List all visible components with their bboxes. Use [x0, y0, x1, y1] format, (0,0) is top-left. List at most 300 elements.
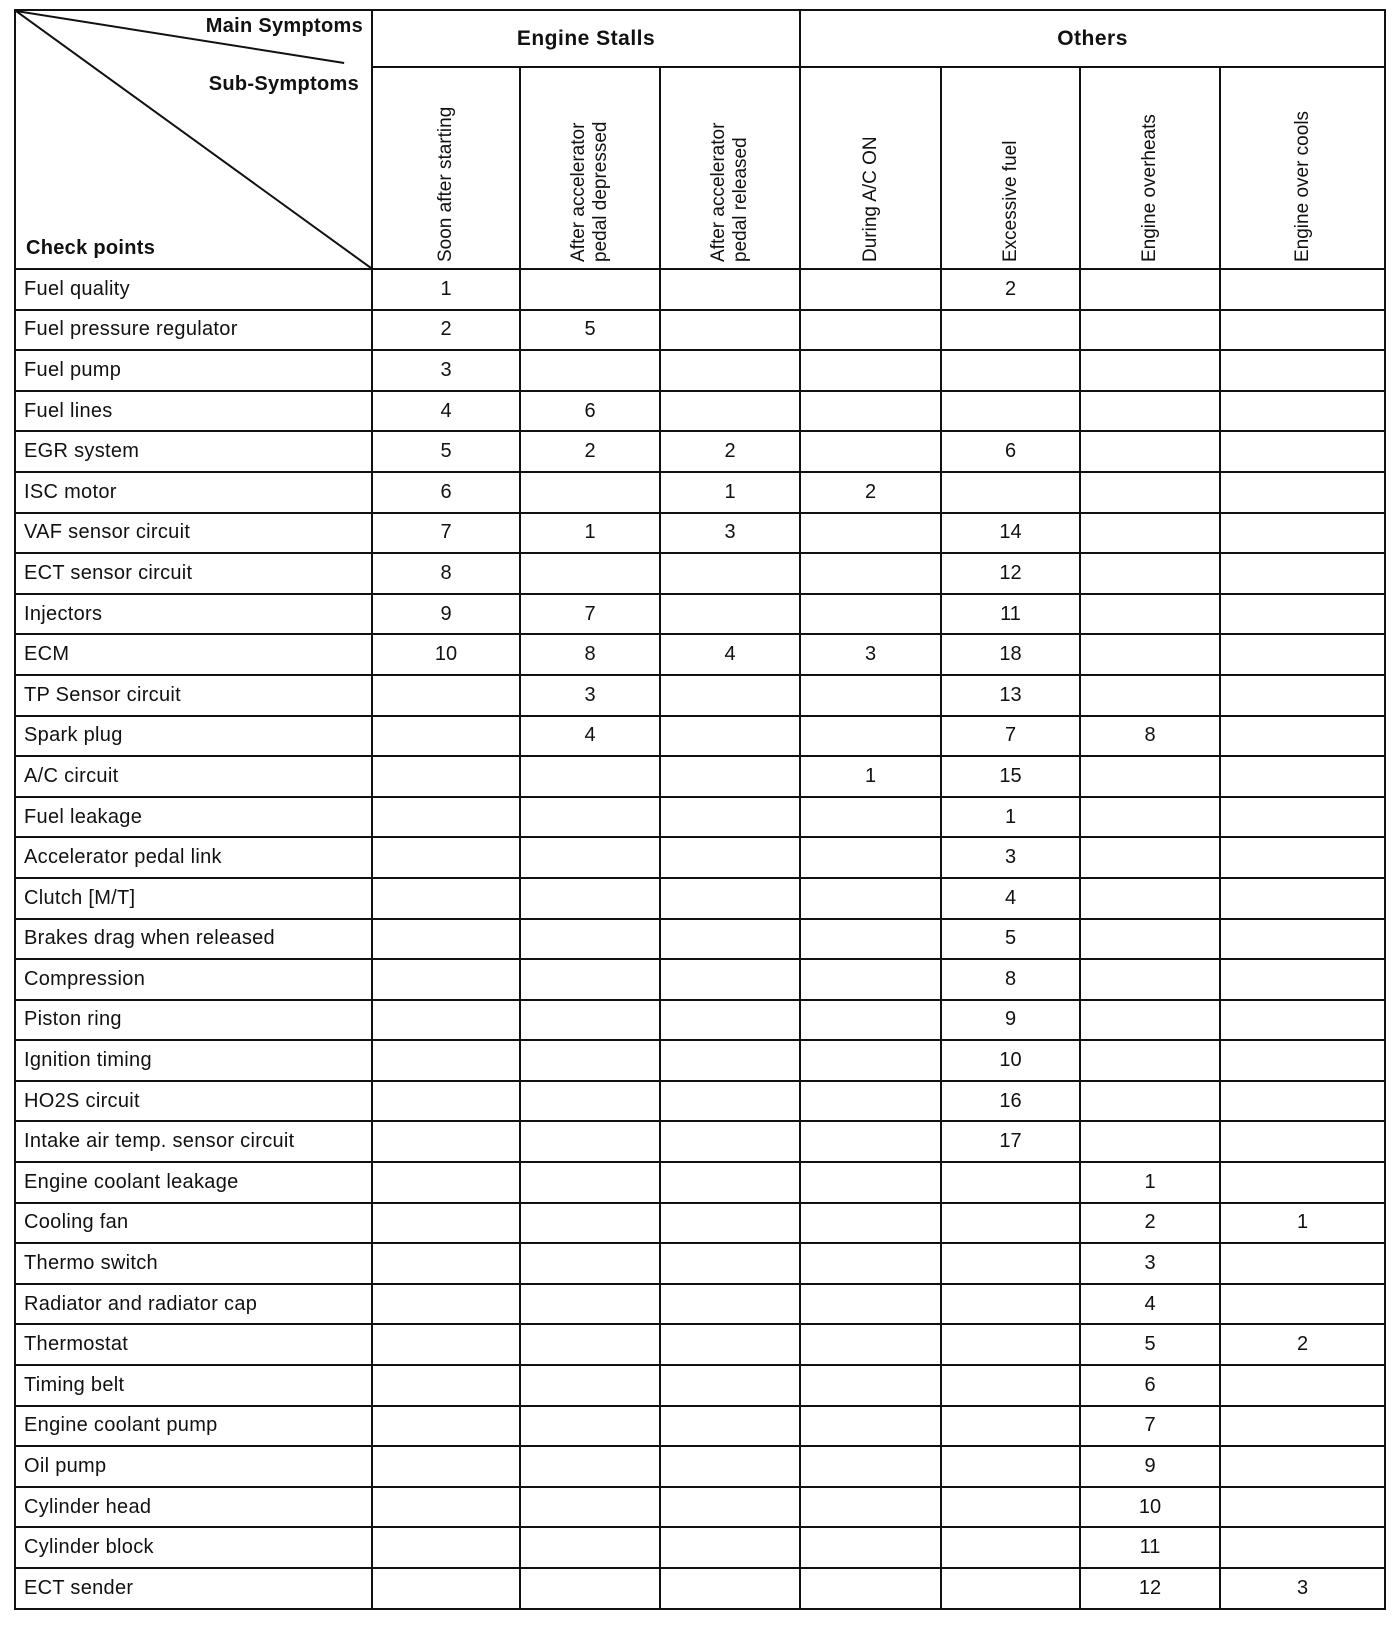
priority-cell: 7 [941, 716, 1080, 757]
sub-symptom-header-after-accelerator-pedal-depressed [520, 67, 660, 269]
priority-cell [1080, 919, 1220, 960]
priority-cell [520, 1446, 660, 1487]
sub-symptom-label-wrap [373, 76, 519, 268]
priority-cell [520, 1568, 660, 1609]
priority-cell [1220, 310, 1385, 351]
table-row [15, 1040, 1385, 1081]
priority-cell [372, 1000, 520, 1041]
priority-cell: 9 [372, 594, 520, 635]
priority-cell [372, 1284, 520, 1325]
priority-cell [1220, 472, 1385, 513]
sub-symptom-label-line: During A/C ON [859, 136, 881, 262]
priority-cell: 9 [941, 1000, 1080, 1041]
priority-cell [520, 269, 660, 310]
sub-symptom-header-during-a-c-on [800, 67, 941, 269]
priority-cell: 1 [520, 513, 660, 554]
check-point-cell: Brakes drag when released [15, 919, 372, 960]
table-row [15, 1243, 1385, 1284]
priority-cell [1080, 1081, 1220, 1122]
priority-cell: 12 [1080, 1568, 1220, 1609]
sub-symptom-label [1292, 72, 1314, 262]
priority-cell [520, 1365, 660, 1406]
table-row [15, 756, 1385, 797]
priority-cell: 4 [520, 716, 660, 757]
priority-cell: 8 [941, 959, 1080, 1000]
priority-cell [1080, 1121, 1220, 1162]
sub-symptom-header-engine-overheats [1080, 67, 1220, 269]
priority-cell: 5 [520, 310, 660, 351]
table-row [15, 594, 1385, 635]
table-row [15, 1203, 1385, 1244]
priority-cell [660, 1000, 800, 1041]
priority-cell [800, 1081, 941, 1122]
priority-cell: 6 [941, 431, 1080, 472]
priority-cell: 1 [941, 797, 1080, 838]
priority-cell [660, 1203, 800, 1244]
priority-cell: 3 [372, 350, 520, 391]
priority-cell: 10 [1080, 1487, 1220, 1528]
priority-cell [1080, 959, 1220, 1000]
check-point-cell: TP Sensor circuit [15, 675, 372, 716]
sub-symptom-header-engine-over-cools [1220, 67, 1385, 269]
priority-cell [372, 1162, 520, 1203]
priority-cell: 7 [520, 594, 660, 635]
priority-cell: 10 [372, 634, 520, 675]
priority-cell [1220, 634, 1385, 675]
check-point-cell: Injectors [15, 594, 372, 635]
priority-cell [660, 797, 800, 838]
priority-cell [941, 1203, 1080, 1244]
priority-cell [372, 797, 520, 838]
priority-cell [1220, 1121, 1385, 1162]
priority-cell [941, 1162, 1080, 1203]
priority-cell [660, 1121, 800, 1162]
priority-cell: 11 [941, 594, 1080, 635]
priority-cell: 17 [941, 1121, 1080, 1162]
table-row [15, 716, 1385, 757]
priority-cell: 4 [372, 391, 520, 432]
priority-cell [520, 1121, 660, 1162]
priority-cell: 2 [800, 472, 941, 513]
check-point-cell: Fuel pressure regulator [15, 310, 372, 351]
priority-cell [372, 1487, 520, 1528]
priority-cell [660, 1487, 800, 1528]
priority-cell [800, 675, 941, 716]
priority-cell: 4 [660, 634, 800, 675]
priority-cell [1080, 472, 1220, 513]
priority-cell [520, 797, 660, 838]
check-point-cell: Oil pump [15, 1446, 372, 1487]
priority-cell [1080, 594, 1220, 635]
priority-cell [660, 1040, 800, 1081]
priority-cell [941, 472, 1080, 513]
sub-symptom-header-after-accelerator-pedal-released [660, 67, 800, 269]
priority-cell [660, 675, 800, 716]
priority-cell [1220, 269, 1385, 310]
priority-cell [1080, 431, 1220, 472]
priority-cell [1220, 1487, 1385, 1528]
priority-cell [1220, 1081, 1385, 1122]
priority-cell [800, 1446, 941, 1487]
priority-cell: 1 [660, 472, 800, 513]
priority-cell [800, 553, 941, 594]
table-row [15, 1284, 1385, 1325]
priority-cell [520, 1284, 660, 1325]
priority-cell [1080, 513, 1220, 554]
priority-cell [372, 1243, 520, 1284]
priority-cell [941, 1568, 1080, 1609]
priority-cell [520, 1487, 660, 1528]
priority-cell [1220, 675, 1385, 716]
priority-cell [941, 310, 1080, 351]
priority-cell [800, 1243, 941, 1284]
sub-symptom-label-wrap [801, 76, 940, 268]
sub-symptom-label-line: pedal depressed [590, 121, 611, 262]
table-row [15, 391, 1385, 432]
priority-cell: 3 [660, 513, 800, 554]
priority-cell: 12 [941, 553, 1080, 594]
sub-symptom-label [1000, 72, 1022, 262]
table-row [15, 797, 1385, 838]
check-point-cell: Thermostat [15, 1324, 372, 1365]
priority-cell [372, 1527, 520, 1568]
priority-cell [1220, 513, 1385, 554]
priority-cell [660, 1568, 800, 1609]
priority-cell [800, 1121, 941, 1162]
table-row [15, 837, 1385, 878]
priority-cell [800, 919, 941, 960]
priority-cell [520, 1243, 660, 1284]
check-point-cell: Engine coolant pump [15, 1406, 372, 1447]
priority-cell [800, 797, 941, 838]
check-point-cell: Ignition timing [15, 1040, 372, 1081]
priority-cell: 3 [1220, 1568, 1385, 1609]
priority-cell: 7 [1080, 1406, 1220, 1447]
priority-cell: 5 [941, 919, 1080, 960]
priority-cell [660, 1284, 800, 1325]
priority-cell [520, 1203, 660, 1244]
priority-cell [660, 553, 800, 594]
sub-symptom-label-line: Soon after starting [435, 106, 456, 262]
priority-cell: 9 [1080, 1446, 1220, 1487]
priority-cell [1220, 431, 1385, 472]
priority-cell [372, 1406, 520, 1447]
priority-cell: 16 [941, 1081, 1080, 1122]
priority-cell [941, 391, 1080, 432]
priority-cell [520, 553, 660, 594]
priority-cell [1220, 391, 1385, 432]
priority-cell: 14 [941, 513, 1080, 554]
priority-cell [520, 837, 660, 878]
check-point-cell: VAF sensor circuit [15, 513, 372, 554]
priority-cell [1080, 634, 1220, 675]
priority-cell [1220, 350, 1385, 391]
priority-cell [1220, 1243, 1385, 1284]
priority-cell [520, 1040, 660, 1081]
priority-cell: 11 [1080, 1527, 1220, 1568]
check-point-cell: Fuel pump [15, 350, 372, 391]
priority-cell [1220, 1446, 1385, 1487]
check-point-cell: Spark plug [15, 716, 372, 757]
table-row [15, 553, 1385, 594]
priority-cell [660, 310, 800, 351]
sub-symptom-label-line: Excessive fuel [999, 140, 1021, 262]
priority-cell [660, 269, 800, 310]
priority-cell [941, 1284, 1080, 1325]
priority-cell: 13 [941, 675, 1080, 716]
table-row [15, 1365, 1385, 1406]
priority-cell: 3 [941, 837, 1080, 878]
priority-cell [660, 1081, 800, 1122]
priority-cell [941, 1487, 1080, 1528]
priority-cell [1220, 594, 1385, 635]
table-row [15, 513, 1385, 554]
priority-cell: 5 [1080, 1324, 1220, 1365]
check-point-cell: Engine coolant leakage [15, 1162, 372, 1203]
check-point-cell: ECT sensor circuit [15, 553, 372, 594]
sub-symptom-label-wrap [1221, 76, 1384, 268]
priority-cell [800, 959, 941, 1000]
priority-cell [660, 878, 800, 919]
sub-symptom-label-wrap [1081, 76, 1219, 268]
priority-cell: 10 [941, 1040, 1080, 1081]
sub-symptom-label [568, 72, 612, 262]
priority-cell [520, 1324, 660, 1365]
table-row [15, 1527, 1385, 1568]
priority-cell [1220, 1365, 1385, 1406]
priority-cell [1220, 1162, 1385, 1203]
priority-cell: 2 [1080, 1203, 1220, 1244]
sub-symptom-header-soon-after-starting [372, 67, 520, 269]
table-row [15, 310, 1385, 351]
check-point-cell: EGR system [15, 431, 372, 472]
priority-cell: 1 [800, 756, 941, 797]
priority-cell [660, 1324, 800, 1365]
sub-symptom-label [708, 72, 752, 262]
priority-cell [1220, 919, 1385, 960]
priority-cell [1220, 1040, 1385, 1081]
table-row [15, 675, 1385, 716]
check-point-cell: HO2S circuit [15, 1081, 372, 1122]
table-row [15, 1000, 1385, 1041]
priority-cell [660, 1243, 800, 1284]
priority-cell [800, 878, 941, 919]
priority-cell [941, 1243, 1080, 1284]
priority-cell: 3 [1080, 1243, 1220, 1284]
priority-cell [660, 594, 800, 635]
check-point-cell: Cylinder head [15, 1487, 372, 1528]
symptom-check-chart [14, 9, 1384, 1610]
priority-cell [520, 959, 660, 1000]
priority-cell [372, 959, 520, 1000]
sub-symptoms-label: Sub-Symptoms [208, 73, 359, 95]
check-point-cell: Accelerator pedal link [15, 837, 372, 878]
priority-cell [372, 1081, 520, 1122]
priority-cell [941, 350, 1080, 391]
priority-cell [1080, 837, 1220, 878]
priority-cell: 4 [1080, 1284, 1220, 1325]
priority-cell [372, 675, 520, 716]
corner-diagonal-lines [16, 11, 371, 268]
priority-cell [372, 1568, 520, 1609]
check-point-cell: Timing belt [15, 1365, 372, 1406]
priority-cell [1220, 1406, 1385, 1447]
check-point-cell: Cooling fan [15, 1203, 372, 1244]
priority-cell: 5 [372, 431, 520, 472]
check-point-cell: A/C circuit [15, 756, 372, 797]
priority-cell: 1 [1220, 1203, 1385, 1244]
priority-cell: 1 [1080, 1162, 1220, 1203]
priority-cell [1080, 878, 1220, 919]
priority-cell [1080, 1040, 1220, 1081]
table-row [15, 634, 1385, 675]
table-row [15, 472, 1385, 513]
troubleshooting-table [14, 9, 1386, 1610]
priority-cell [372, 837, 520, 878]
priority-cell [800, 1365, 941, 1406]
priority-cell [520, 1000, 660, 1041]
priority-cell [1220, 959, 1385, 1000]
priority-cell [800, 1162, 941, 1203]
priority-cell [800, 594, 941, 635]
priority-cell [1220, 797, 1385, 838]
priority-cell [660, 837, 800, 878]
priority-cell [1080, 350, 1220, 391]
priority-cell [520, 1527, 660, 1568]
priority-cell [800, 1568, 941, 1609]
priority-cell [372, 1040, 520, 1081]
priority-cell [660, 391, 800, 432]
priority-cell [800, 269, 941, 310]
main-symptoms-row [15, 10, 1385, 67]
table-row [15, 919, 1385, 960]
sub-symptom-label-line: After accelerator [708, 122, 730, 262]
priority-cell [372, 1324, 520, 1365]
priority-cell [800, 1040, 941, 1081]
table-row [15, 959, 1385, 1000]
sub-symptom-label [1139, 72, 1161, 262]
check-point-cell: Intake air temp. sensor circuit [15, 1121, 372, 1162]
priority-cell [941, 1527, 1080, 1568]
table-row [15, 431, 1385, 472]
table-row [15, 1406, 1385, 1447]
priority-cell [800, 1324, 941, 1365]
priority-cell [941, 1324, 1080, 1365]
priority-cell [800, 1000, 941, 1041]
priority-cell [1080, 391, 1220, 432]
priority-cell [1080, 310, 1220, 351]
priority-cell [1220, 1000, 1385, 1041]
priority-cell: 1 [372, 269, 520, 310]
sub-symptom-label-wrap [661, 76, 799, 268]
priority-cell [1080, 756, 1220, 797]
check-point-rows [15, 269, 1385, 1609]
priority-cell [1220, 1527, 1385, 1568]
priority-cell [372, 756, 520, 797]
priority-cell [372, 919, 520, 960]
priority-cell [520, 919, 660, 960]
priority-cell [372, 1121, 520, 1162]
priority-cell [941, 1446, 1080, 1487]
sub-symptom-header-excessive-fuel [941, 67, 1080, 269]
priority-cell: 3 [520, 675, 660, 716]
priority-cell [800, 391, 941, 432]
table-row [15, 1324, 1385, 1365]
sub-symptom-label-line: pedal released [730, 137, 752, 262]
priority-cell: 2 [1220, 1324, 1385, 1365]
priority-cell: 2 [520, 431, 660, 472]
priority-cell [1220, 1284, 1385, 1325]
priority-cell [1080, 1000, 1220, 1041]
priority-cell [800, 1527, 941, 1568]
priority-cell [941, 1406, 1080, 1447]
sub-symptom-label-wrap [521, 76, 659, 268]
sub-symptom-label-wrap [942, 76, 1079, 268]
priority-cell [660, 959, 800, 1000]
priority-cell: 8 [372, 553, 520, 594]
priority-cell [800, 350, 941, 391]
priority-cell [372, 1446, 520, 1487]
sub-symptom-label-line: After accelerator [568, 122, 589, 262]
priority-cell [1080, 797, 1220, 838]
main-symptoms-label: Main Symptoms [205, 15, 363, 37]
priority-cell [800, 513, 941, 554]
priority-cell [520, 1081, 660, 1122]
priority-cell [1220, 837, 1385, 878]
header-corner-cell [15, 10, 372, 269]
priority-cell [660, 756, 800, 797]
priority-cell: 8 [1080, 716, 1220, 757]
sub-symptom-label [860, 72, 882, 262]
priority-cell [372, 716, 520, 757]
group-header-others: Others [800, 10, 1385, 67]
priority-cell: 8 [520, 634, 660, 675]
priority-cell [372, 1365, 520, 1406]
priority-cell [941, 1365, 1080, 1406]
sub-symptom-label [435, 72, 457, 262]
check-point-cell: Clutch [M/T] [15, 878, 372, 919]
check-point-cell: Fuel leakage [15, 797, 372, 838]
priority-cell [800, 837, 941, 878]
table-row [15, 350, 1385, 391]
priority-cell [800, 1203, 941, 1244]
priority-cell [660, 1527, 800, 1568]
priority-cell: 2 [372, 310, 520, 351]
priority-cell [520, 1406, 660, 1447]
check-point-cell: Fuel quality [15, 269, 372, 310]
priority-cell [800, 431, 941, 472]
priority-cell [660, 350, 800, 391]
priority-cell [520, 756, 660, 797]
priority-cell [660, 1365, 800, 1406]
check-point-cell: Cylinder block [15, 1527, 372, 1568]
priority-cell [520, 878, 660, 919]
table-row [15, 1568, 1385, 1609]
priority-cell [660, 716, 800, 757]
table-row [15, 878, 1385, 919]
priority-cell: 6 [372, 472, 520, 513]
priority-cell: 4 [941, 878, 1080, 919]
priority-cell: 6 [1080, 1365, 1220, 1406]
priority-cell [800, 1406, 941, 1447]
priority-cell: 7 [372, 513, 520, 554]
table-row [15, 1162, 1385, 1203]
priority-cell [660, 1446, 800, 1487]
priority-cell [660, 919, 800, 960]
priority-cell: 15 [941, 756, 1080, 797]
priority-cell [800, 716, 941, 757]
check-points-label: Check points [26, 237, 156, 259]
